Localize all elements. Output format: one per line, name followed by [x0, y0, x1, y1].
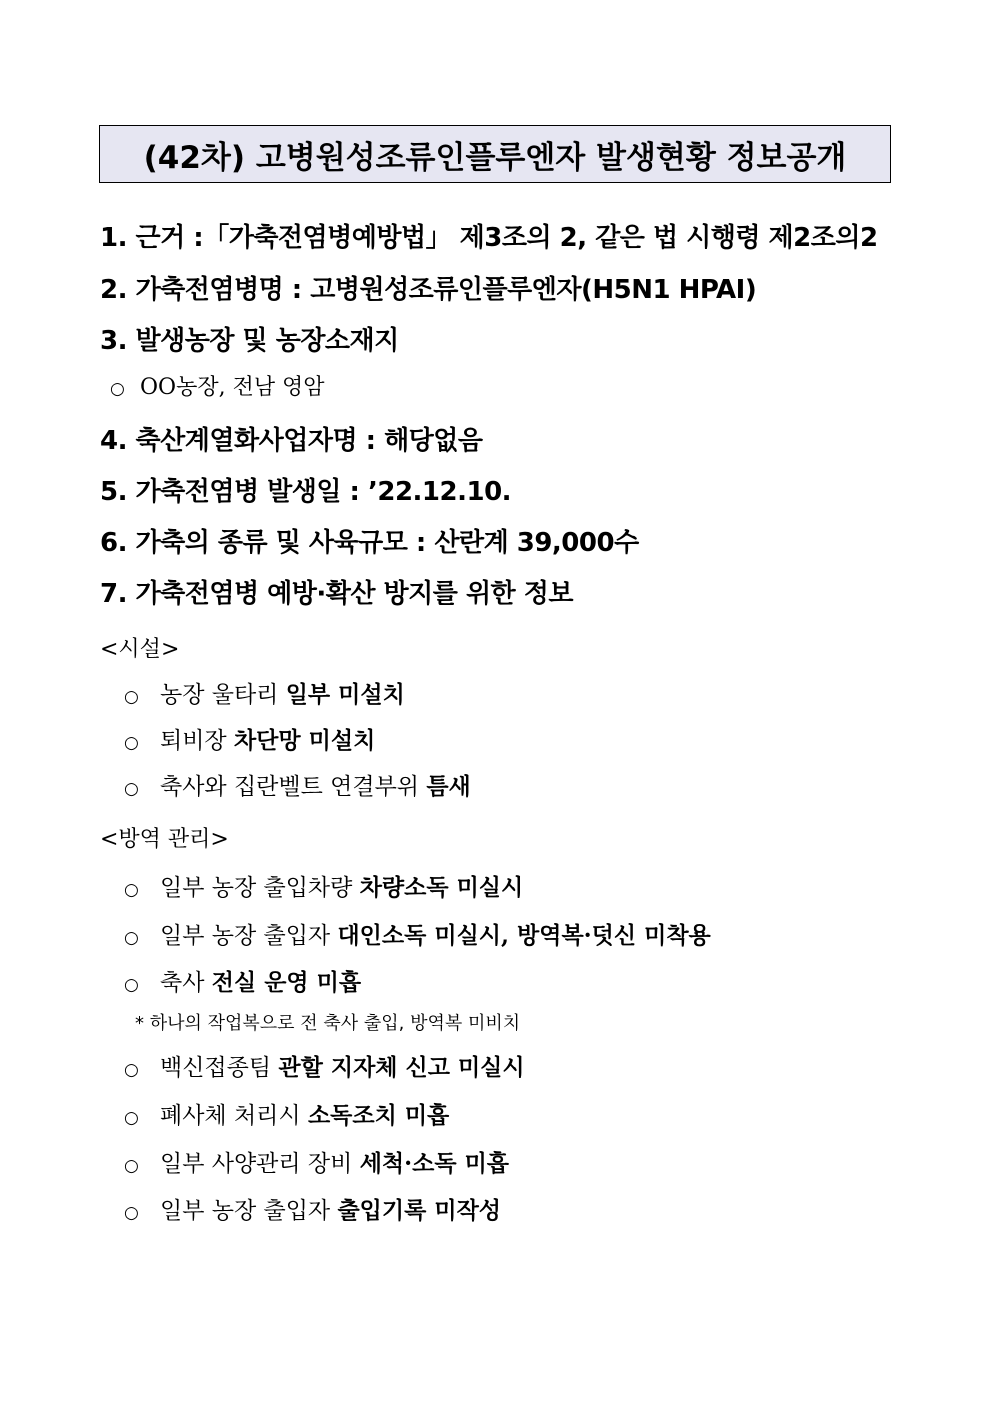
- circle-bullet-icon: ○: [124, 928, 139, 948]
- list-item-text: 일부 농장 출입차량: [160, 875, 360, 901]
- list-item-text: 일부 농장 출입자: [160, 923, 338, 949]
- farm-text: OO농장, 전남 영암: [140, 375, 325, 400]
- circle-bullet-icon: ○: [124, 687, 139, 707]
- list-item: [124, 917, 711, 950]
- circle-bullet-icon: ○: [124, 779, 139, 799]
- list-item-text: 백신접종팀: [160, 1055, 279, 1081]
- circle-bullet-icon: ○: [124, 1108, 139, 1128]
- circle-bullet-icon: ○: [124, 880, 139, 900]
- list-item: [124, 1097, 449, 1130]
- item-5-outbreak-date: 5. 가축전염병 발생일 : ’22.12.10.: [100, 477, 512, 507]
- circle-bullet-icon: ○: [124, 1203, 139, 1223]
- list-item-text: 축사: [160, 970, 212, 996]
- list-item-text: 일부 사양관리 장비: [160, 1151, 360, 1177]
- list-item-text: 축사와 집란벨트 연결부위: [160, 774, 427, 800]
- list-item-emphasis: 차단망 미설치: [233, 727, 376, 754]
- circle-bullet-icon: ○: [124, 733, 139, 753]
- facility-heading: <시설>: [100, 637, 180, 662]
- list-item: [124, 676, 405, 709]
- item-4-integrator: 4. 축산계열화사업자명 : 해당없음: [100, 426, 483, 456]
- item-7-prevention-info: 7. 가축전염병 예방·확산 방지를 위한 정보: [100, 579, 573, 609]
- list-item-emphasis: 세척·소독 미흡: [359, 1150, 510, 1177]
- item-3-farm-location: 3. 발생농장 및 농장소재지: [100, 326, 399, 356]
- list-item-emphasis: 관할 지자체 신고 미실시: [278, 1054, 525, 1081]
- item-6-livestock-scale: 6. 가축의 종류 및 사육규모 : 산란계 39,000수: [100, 528, 639, 558]
- list-item: [124, 964, 361, 997]
- list-item: [124, 1049, 525, 1082]
- list-item: [124, 768, 471, 801]
- circle-bullet-icon: ○: [124, 1156, 139, 1176]
- list-item-emphasis: 대인소독 미실시, 방역복·덧신 미착용: [337, 922, 711, 949]
- list-item-text: 농장 울타리: [160, 682, 286, 708]
- circle-bullet-icon: ○: [124, 975, 139, 995]
- circle-bullet-icon: ○: [124, 1060, 139, 1080]
- list-item: [124, 1145, 509, 1178]
- item-1-basis: 1. 근거 :「가축전염병예방법」 제3조의 2, 같은 법 시행령 제2조의2: [100, 223, 878, 253]
- list-item-emphasis: 차량소독 미실시: [359, 874, 524, 901]
- list-item-emphasis: 일부 미설치: [285, 681, 405, 708]
- farm-list-item: [110, 370, 325, 401]
- list-item-emphasis: 소독조치 미흡: [307, 1102, 450, 1129]
- list-item: [124, 722, 375, 755]
- page-title: (42차) 고병원성조류인플루엔자 발생현황 정보공개: [99, 125, 891, 183]
- list-item: [124, 869, 523, 902]
- list-item: [124, 1192, 501, 1225]
- list-item-emphasis: 전실 운영 미흡: [211, 969, 362, 996]
- footnote: * 하나의 작업복으로 전 축사 출입, 방역복 미비치: [135, 1013, 521, 1034]
- list-item-text: 폐사체 처리시: [160, 1103, 308, 1129]
- list-item-text: 일부 농장 출입자: [160, 1198, 338, 1224]
- circle-bullet-icon: ○: [110, 379, 125, 399]
- list-item-text: 퇴비장: [160, 728, 234, 754]
- list-item-emphasis: 틈새: [426, 773, 471, 800]
- list-item-emphasis: 출입기록 미작성: [337, 1197, 502, 1224]
- quarantine-heading: <방역 관리>: [100, 827, 229, 852]
- item-2-disease-name: 2. 가축전염병명 : 고병원성조류인플루엔자(H5N1 HPAI): [100, 275, 757, 305]
